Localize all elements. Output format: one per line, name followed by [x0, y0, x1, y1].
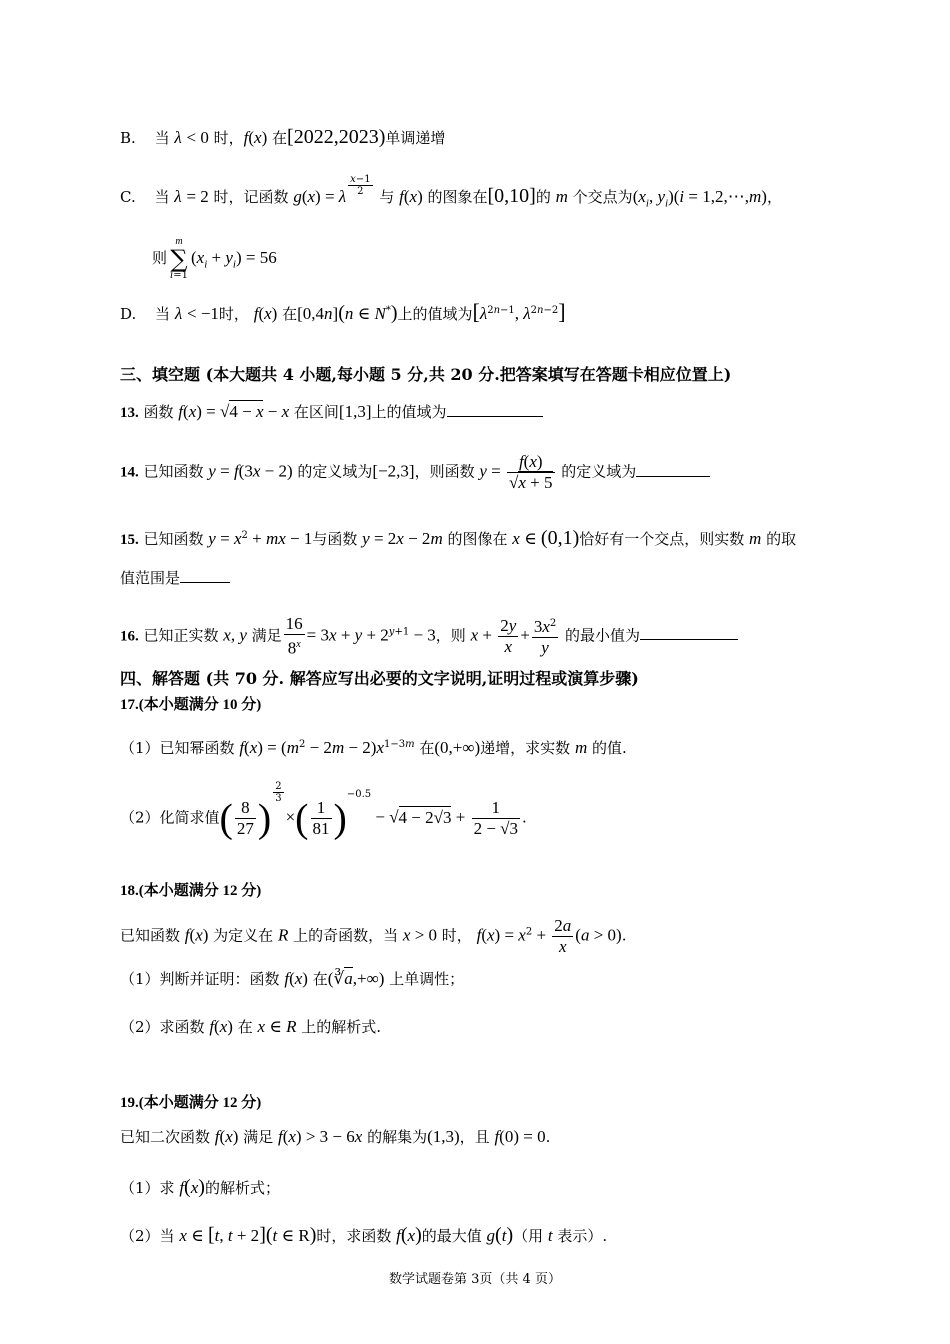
q18-part1: （1）判断并证明：函数 f(x) 在(∛a,+∞) 上单调性；	[120, 969, 465, 988]
question-15-cont: 值范围是	[120, 566, 230, 589]
q18-part2: （2）求函数 f(x) 在 x ∈ R 上的解析式.	[120, 1017, 382, 1036]
option-c: C. 当 λ = 2 时，记函数 g(x) = λ $^{\frac{x-1}{2}}$ 与 f(x) 的图象在[0,10]的 m 个交点为($x_i$, $y_i)(i$ = 1,2,⋯,m)，	[120, 174, 782, 210]
q19-part1: （1）求 f(x)的解析式；	[120, 1176, 280, 1198]
q18-stem: 已知函数 f(x) 为定义在 R 上的奇函数，当 x > 0 时， $f(x) = x^2$ + $\frac{2a}{x}$ (a > 0).	[120, 916, 627, 956]
question-15: 15. 已知函数 $y = x^2$ + mx − 1与函数 y = 2x − 2m 的图像在 x ∈ (0,1)恰好有一个交点，则实数 m 的取	[120, 527, 797, 549]
question-14: 14. 已知函数 y = f(3x − 2) 的定义域为[−2,3]，则函数 y = $\frac{f(x)}{√x + 5}$ 的定义域为	[120, 452, 710, 493]
option-c-cont: 则 m ∑ i=1 $(x_i + y_i) = 56$	[152, 236, 277, 281]
option-b: B. 当 λ < 0 时，f(x) 在[2022,2023)单调递增	[120, 126, 446, 148]
q19-head: 19.(本小题满分 12 分)	[120, 1095, 262, 1111]
q19-stem: 已知二次函数 f(x) 满足 f(x) > 3 − 6x 的解集为(1,3)，且 f(0) = 0.	[120, 1127, 551, 1146]
option-d: D. 当 λ < −1时， f(x) 在[0,4n](n ∈ N*)上的值域为[$\lambda^{2n-1}$, $\lambda^{2n-2}$]	[120, 299, 566, 324]
section4-title: 四、解答题 (共 70 分. 解答应写出必要的文字说明,证明过程或演算步骤)	[120, 669, 639, 688]
q17-part1: （1）已知幂函数 $f(x) = (m^2 - 2m - 2)x^{1-3m}$ 在(0,+∞)递增，求实数 m 的值.	[120, 738, 627, 757]
answer-blank-13[interactable]	[447, 400, 543, 417]
section3-title: 三、填空题 (本大题共 4 小题,每小题 5 分,共 20 分.把答案填写在答题卡相应位置上)	[120, 365, 732, 384]
page-footer: 数学试题卷第 3页（共 4 页）	[389, 1272, 561, 1287]
q17-head: 17.(本小题满分 10 分)	[120, 697, 262, 713]
answer-blank-16[interactable]	[640, 623, 738, 640]
answer-blank-14[interactable]	[636, 460, 710, 477]
question-13: 13. 函数 f(x) = √4 − x − x 在区间[1,3]上的值域为	[120, 400, 543, 424]
answer-blank-15[interactable]	[180, 566, 230, 583]
q19-part2: （2）当 x ∈ [t, t + 2](t ∈ R)时，求函数 f(x)的最大值 g(t)（用 t 表示）.	[120, 1224, 608, 1246]
q17-part2: （2）化简求值( $\frac{8}{27}$ ) $^{\frac{2}{3}}$ ×( $\frac{1}{81}$ )$^{-0.5}$ − √4 − 2√3 + $\frac{1}{2 - √3}$ .	[120, 780, 527, 841]
question-16: 16. 已知正实数 x, y 满足 $\frac{16}{8^x}$ = $3x + y + 2^{y+1} - 3$，则 x + $\frac{2y}{x}$ + $\frac{3x^2}{y}$ 的最小值为	[120, 614, 738, 659]
q18-head: 18.(本小题满分 12 分)	[120, 883, 262, 899]
